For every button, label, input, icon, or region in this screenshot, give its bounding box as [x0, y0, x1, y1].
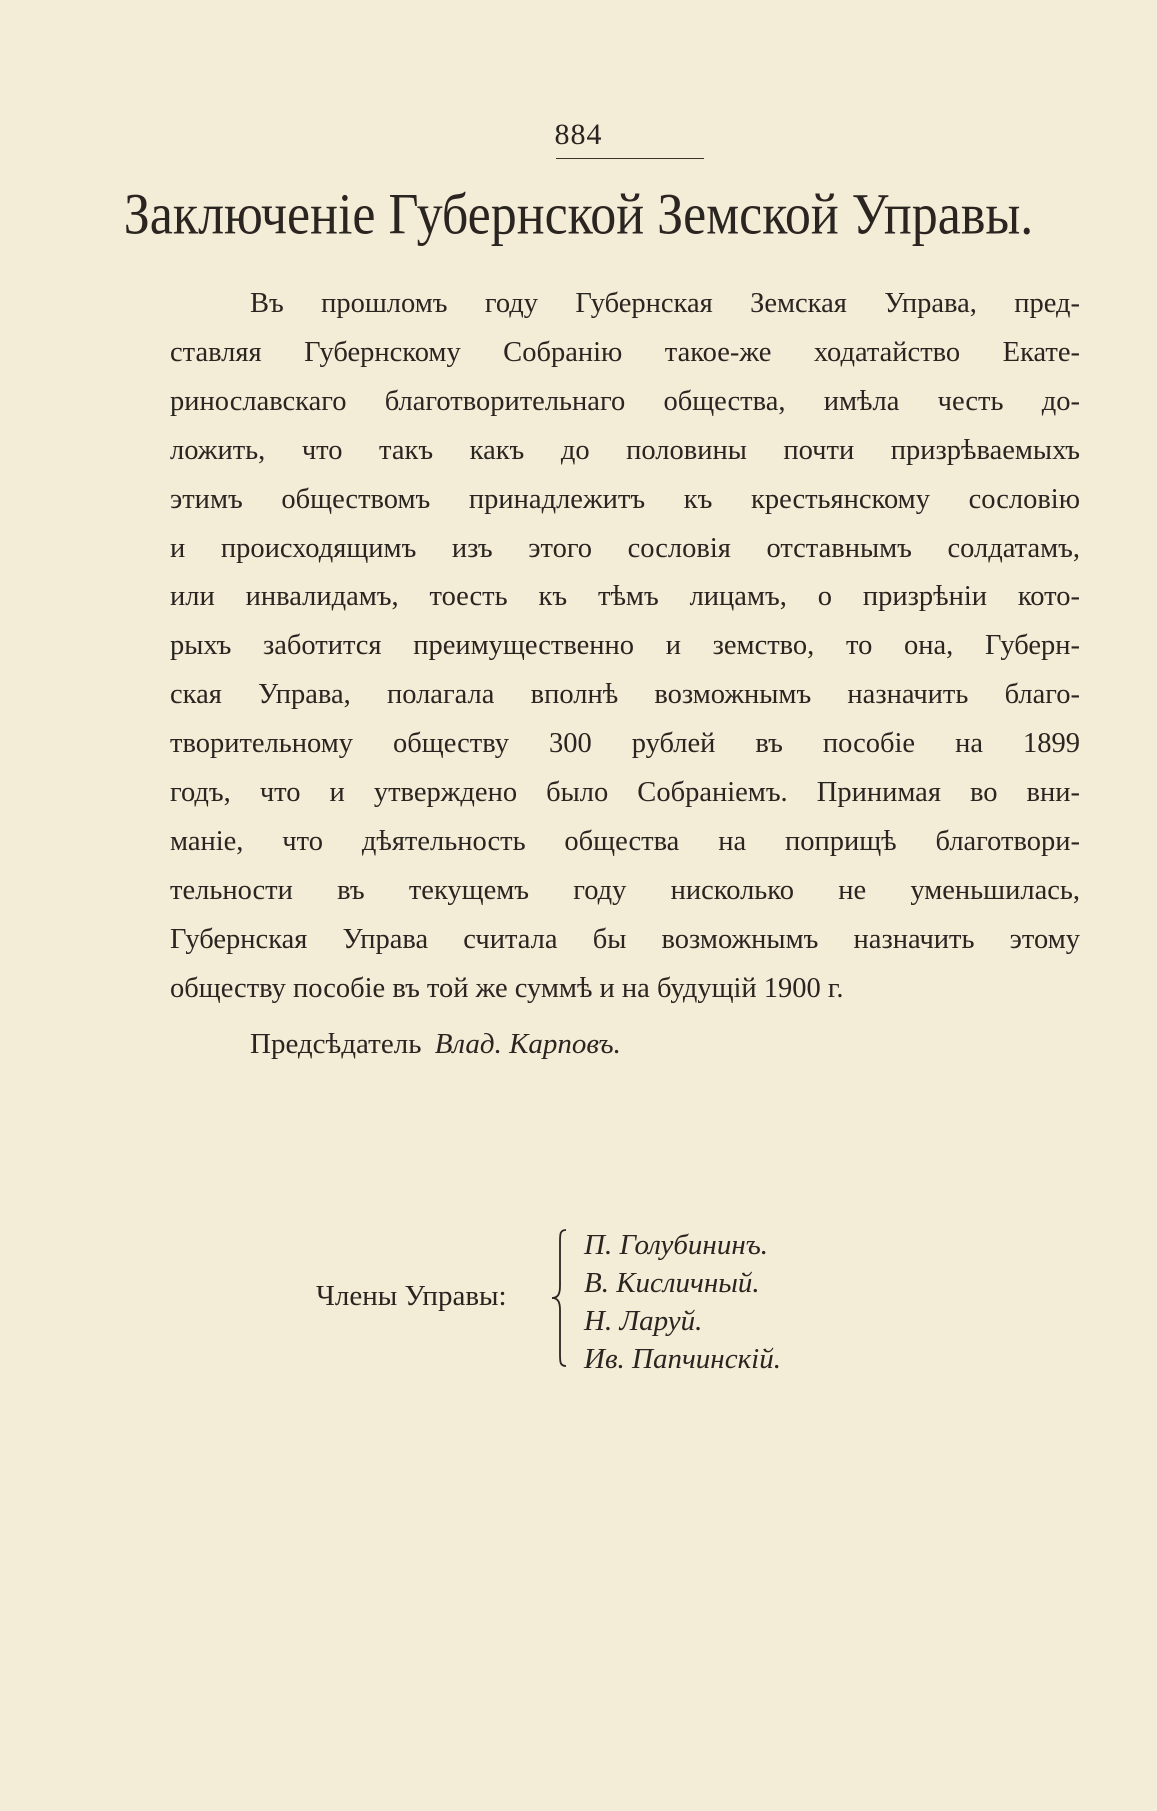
- page-number-rule: [556, 158, 704, 159]
- body-paragraph: [170, 280, 1080, 1014]
- chairman-name: Влад. Карповъ.: [434, 1028, 621, 1060]
- member-name: Н. Ларуй.: [584, 1305, 703, 1337]
- body-line: этимъ обществомъ принадлежитъ къ крестьянскому сословію: [170, 483, 1080, 515]
- page-number: 884: [554, 118, 603, 151]
- body-line: Губернская Управа считала бы возможнымъ назначить этому: [170, 923, 1080, 955]
- members-label: Члены Управы:: [316, 1280, 507, 1312]
- curly-brace-icon: [550, 1228, 568, 1368]
- member-name: П. Голубининъ.: [584, 1229, 769, 1261]
- body-line: ставляя Губернскому Собранію такое-же ходатайство Екате-: [170, 336, 1080, 368]
- body-line: маніе, что дѣятельность общества на поприщѣ благотвори-: [170, 825, 1080, 857]
- chairman-label: Предсѣдатель: [250, 1028, 422, 1060]
- body-line: годъ, что и утверждено было Собраніемъ. Принимая во вни-: [170, 777, 1080, 809]
- body-line: рыхъ заботится преимущественно и земство, то она, Губерн-: [170, 630, 1080, 662]
- body-line: ложить, что такъ какъ до половины почти призрѣваемыхъ: [170, 434, 1080, 466]
- document-title: Заключеніе Губернской Земской Управы.: [123, 183, 1034, 247]
- member-name: Ив. Папчинскій.: [584, 1343, 781, 1375]
- body-line: обществу пособіе въ той же суммѣ и на будущій 1900 г.: [170, 972, 844, 1004]
- body-line: Въ прошломъ году Губернская Земская Управа, пред-: [250, 288, 1080, 319]
- body-line: тельности въ текущемъ году нисколько не уменьшилась,: [170, 874, 1080, 906]
- body-line: ская Управа, полагала вполнѣ возможнымъ назначить благо-: [170, 679, 1080, 711]
- body-line: или инвалидамъ, тоесть къ тѣмъ лицамъ, о призрѣніи кото-: [170, 581, 1080, 613]
- member-name: В. Кисличный.: [584, 1267, 760, 1299]
- body-line: и происходящимъ изъ этого сословія отставнымъ солдатамъ,: [170, 532, 1080, 564]
- body-line: ринославскаго благотворительнаго общества, имѣла честь до-: [170, 385, 1080, 417]
- chairman-signature: [250, 1028, 621, 1061]
- body-line: творительному обществу 300 рублей въ пособіе на 1899: [170, 728, 1080, 760]
- members-list: [584, 1226, 781, 1378]
